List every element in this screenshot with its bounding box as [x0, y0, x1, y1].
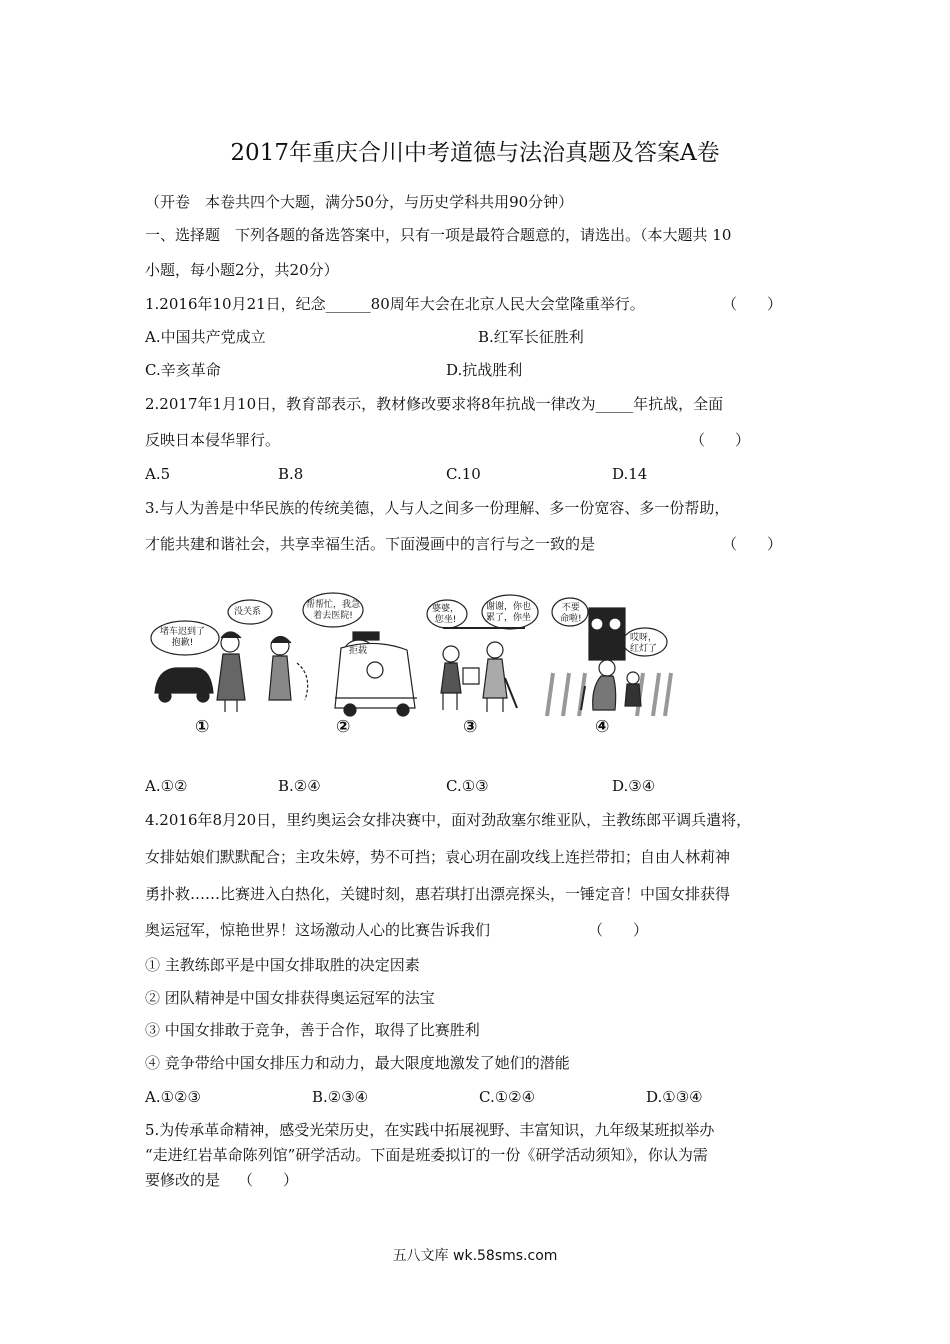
q3-stem-line1: 3.与人为善是中华民族的传统美德，人与人之间多一份理解、多一份宽容、多一份帮助， [145, 499, 730, 517]
q3-stem-line2: 才能共建和谐社会，共享幸福生活。下面漫画中的言行与之一致的是 [145, 535, 596, 553]
q1-answer-bracket: （ ） [722, 295, 783, 313]
bubble-p2a: 帮帮忙，我急 着去医院! [306, 600, 361, 621]
q2-option-a: A.5 [145, 465, 171, 483]
bubble-p3a: 婆婆， 您坐! [432, 604, 460, 625]
q2-stem-line2: 反映日本侵华罪行。 [145, 431, 281, 449]
q1-option-b: B.红军长征胜利 [478, 328, 584, 346]
q3-option-a: A.①② [145, 777, 188, 795]
q1-option-a: A.中国共产党成立 [145, 328, 266, 346]
q4-stem-line1: 4.2016年8月20日，里约奥运会女排决赛中，面对劲敌塞尔维亚队，主教练郎平调兵遣将， [145, 811, 752, 829]
q1-option-d: D.抗战胜利 [446, 361, 523, 379]
page-title: 2017年重庆合川中考道德与法治真题及答案A卷 [230, 140, 720, 166]
bubble-p3b: 谢谢，你也 累了，你坐 [486, 602, 532, 623]
q2-stem-line1: 2.2017年1月10日，教育部表示，教材修改要求将8年抗战一律改为_____年抗战，全面 [145, 395, 724, 413]
q1-stem: 1.2016年10月21日，纪念______80周年大会在北京人民大会堂隆重举行。 [145, 295, 645, 313]
q4-option-d: D.①③④ [646, 1088, 703, 1106]
q4-stem-line3: 勇扑救……比赛进入白热化，关键时刻，惠若琪打出漂亮探头，一锤定音！中国女排获得 [145, 885, 731, 903]
bubble-p4a: 不要 命啦! [560, 603, 582, 624]
q5-stem-line1: 5.为传承革命精神，感受光荣历史，在实践中拓展视野、丰富知识，九年级某班拟举办 [145, 1121, 715, 1139]
q4-item-4: ④ 竞争带给中国女排压力和动力，最大限度地激发了她们的潜能 [145, 1054, 570, 1072]
q4-stem-line4: 奥运冠军，惊艳世界！这场激动人心的比赛告诉我们 [145, 921, 491, 939]
bubble-p2b: 拒载 [349, 646, 368, 656]
panel-label-3: ③ [463, 717, 478, 737]
section1-heading-line2: 小题，每小题2分，共20分） [145, 261, 339, 279]
q1-option-c: C.辛亥革命 [145, 361, 221, 379]
q5-stem-line3: 要修改的是 [145, 1171, 221, 1189]
q2-option-c: C.10 [446, 465, 481, 483]
q2-answer-bracket: （ ） [690, 431, 751, 449]
q5-stem-line2: “走进红岩革命陈列馆”研学活动。下面是班委拟订的一份《研学活动须知》，你认为需 [145, 1146, 708, 1164]
panel-label-2: ② [336, 717, 351, 737]
q4-item-2: ② 团队精神是中国女排获得奥运冠军的法宝 [145, 989, 435, 1007]
q4-option-b: B.②③④ [312, 1088, 369, 1106]
exam-instructions: （开卷 本卷共四个大题，满分50分，与历史学科共用90分钟） [145, 193, 574, 211]
q2-option-d: D.14 [612, 465, 648, 483]
q5-answer-bracket: （ ） [238, 1171, 299, 1189]
panel-label-1: ① [195, 717, 210, 737]
q4-option-a: A.①②③ [145, 1088, 201, 1106]
bubble-p4b: 哎呀， 红灯了 [630, 633, 658, 654]
footer-watermark: 五八文库 wk.58sms.com [392, 1248, 558, 1264]
q3-option-c: C.①③ [446, 777, 489, 795]
bubble-p1a: 堵车迟到了 抱歉! [160, 627, 206, 648]
section1-heading-line1: 一、选择题 下列各题的备选答案中，只有一项是最符合题意的，请选出。（本大题共 10 [145, 226, 732, 244]
q3-option-b: B.②④ [278, 777, 321, 795]
q4-stem-line2: 女排姑娘们默默配合；主攻朱婷，势不可挡；袁心玥在副攻线上连拦带扣；自由人林莉神 [145, 848, 731, 866]
bubble-p1b: 没关系 [234, 607, 262, 617]
q3-answer-bracket: （ ） [722, 535, 783, 553]
q4-item-1: ① 主教练郎平是中国女排取胜的决定因素 [145, 956, 420, 974]
q4-option-c: C.①②④ [479, 1088, 536, 1106]
q4-answer-bracket: （ ） [588, 921, 649, 939]
q3-option-d: D.③④ [612, 777, 656, 795]
panel-label-4: ④ [595, 717, 610, 737]
q4-item-3: ③ 中国女排敢于竞争，善于合作，取得了比赛胜利 [145, 1021, 480, 1039]
q2-option-b: B.8 [278, 465, 304, 483]
